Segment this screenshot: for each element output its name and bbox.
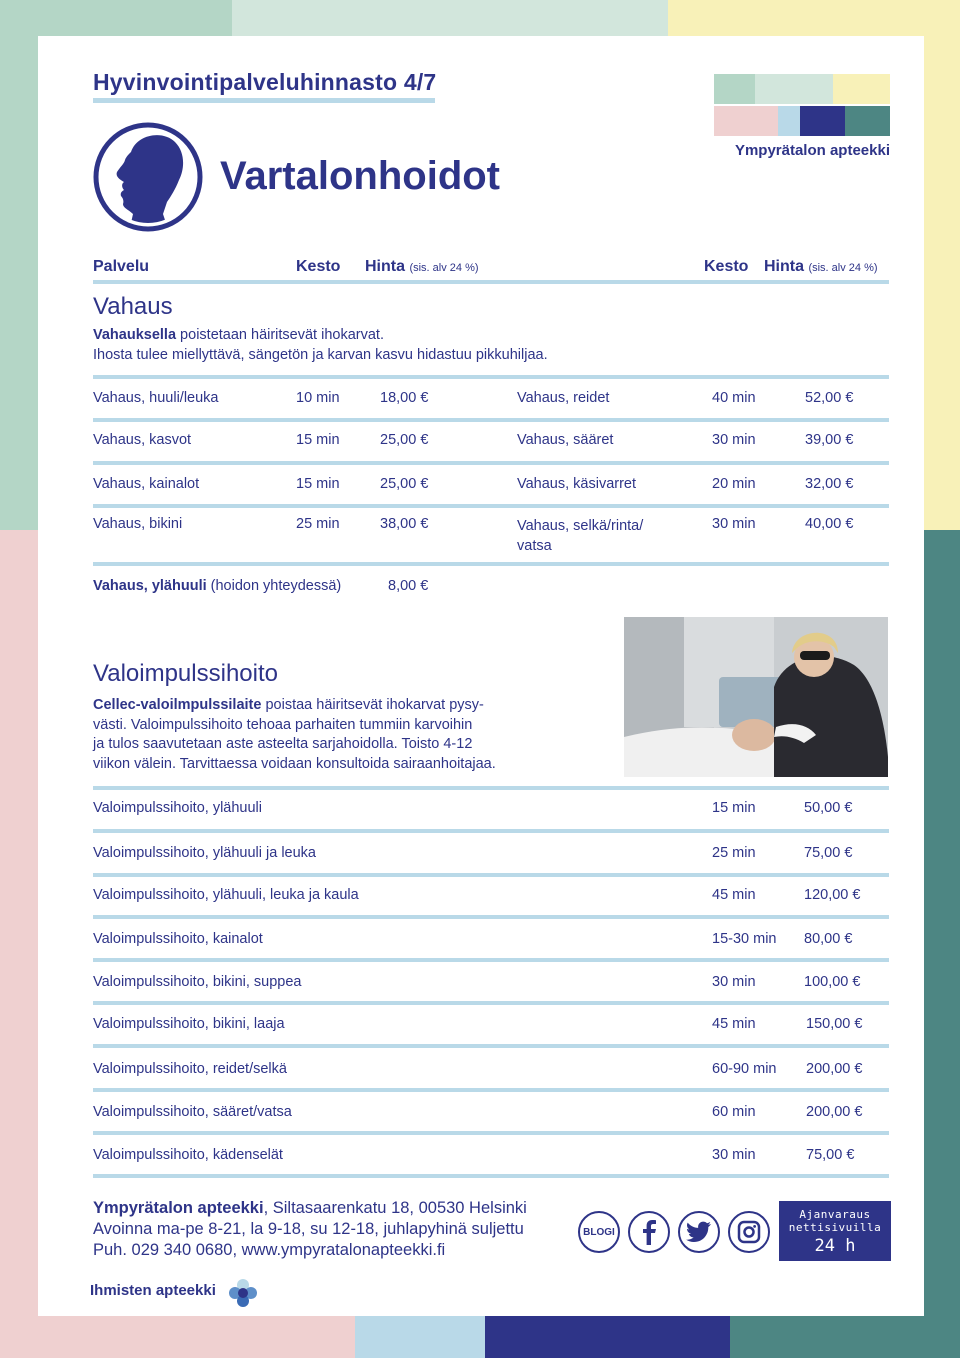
frame-teal-bottom-right [924,530,960,1358]
service-price: 8,00 € [388,578,429,594]
column-header-service: Palvelu [93,258,150,275]
facebook-icon[interactable] [628,1211,670,1253]
service-name: Vahaus, kainalot [93,476,200,492]
service-name: Vahaus, käsivarret [517,476,637,492]
frame-blue-bottom [355,1316,485,1358]
title-underline [93,98,435,103]
service-price: 80,00 € [804,931,853,947]
service-duration: 25 min [296,516,340,532]
column-header-price-left: Hinta (sis. alv 24 %) [365,258,479,275]
service-price: 75,00 € [806,1147,855,1163]
divider [93,1044,889,1048]
service-price: 150,00 € [806,1016,863,1032]
column-header-price-right: Hinta (sis. alv 24 %) [764,258,878,275]
booking-line-2: nettisivuilla [788,1221,882,1234]
service-price: 50,00 € [804,800,853,816]
brand-logo [714,74,890,136]
price-list-page [38,36,924,1316]
service-price: 40,00 € [805,516,854,532]
divider [93,375,889,379]
service-name: Vahaus, huuli/leuka [93,390,219,406]
service-price: 100,00 € [804,974,861,990]
divider [93,280,889,284]
service-price: 120,00 € [804,887,861,903]
cross-logo-icon [228,1278,258,1313]
slogan: Ihmisten apteekki [90,1282,216,1299]
service-name: Vahaus, reidet [517,390,610,406]
service-price: 18,00 € [380,390,429,406]
service-price: 25,00 € [380,432,429,448]
ipl-description: Cellec-valoilmpulssilaite poistaa häiritsevät ihokarvat pysy- västi. Valoimpulssihoito tehoaa parhaiten tummiin karvoihin ja tulos saavutetaan aste asteelta sarjahoidolla. Toisto 4-12 viikon välein. Tarvittaessa voidaan konsultoida sairaanhoitajaa. [93,697,496,772]
service-duration: 10 min [296,390,340,406]
divider [93,829,889,833]
service-name: Valoimpulssihoito, ylähuuli ja leuka [93,845,316,861]
booking-line-3: 24 h [814,1236,856,1256]
service-duration: 45 min [712,887,756,903]
section-title: Vartalonhoidot [220,154,500,198]
service-price: 25,00 € [380,476,429,492]
service-duration: 30 min [712,1147,756,1163]
service-duration: 15 min [296,476,340,492]
service-price: 200,00 € [806,1104,863,1120]
service-price: 39,00 € [805,432,854,448]
service-name: Valoimpulssihoito, kädenselät [93,1147,283,1163]
service-duration: 25 min [712,845,756,861]
divider [93,418,889,422]
service-duration: 15 min [296,432,340,448]
frame-pink-bottom [0,1316,355,1358]
service-name: Valoimpulssihoito, bikini, laaja [93,1016,285,1032]
service-name: Vahaus, kasvot [93,432,192,448]
booking-badge[interactable] [779,1201,891,1261]
divider [93,873,889,877]
blog-label: BLOGI [583,1226,615,1238]
frame-pink-bottom-left [0,530,38,1358]
booking-line-1: Ajanvaraus [799,1208,871,1221]
service-price: 32,00 € [805,476,854,492]
service-name: Valoimpulssihoito, kainalot [93,931,263,947]
divider [93,1174,889,1178]
divider [93,461,889,465]
service-extra: Vahaus, ylähuuli (hoidon yhteydessä) [93,578,342,594]
service-duration: 60-90 min [712,1061,777,1077]
divider [93,958,889,962]
frame-teal-bottom [730,1316,960,1358]
page-title: Hyvinvointipalveluhinnasto 4/7 [93,69,437,95]
service-name: Vahaus, sääret [517,432,614,448]
head-silhouette-icon [93,122,203,232]
divider [93,562,889,566]
twitter-icon[interactable] [678,1211,720,1253]
service-name: Valoimpulssihoito, reidet/selkä [93,1061,287,1077]
service-duration: 30 min [712,516,756,532]
service-name: Valoimpulssihoito, ylähuuli, leuka ja kaula [93,887,359,903]
service-name: Valoimpulssihoito, sääret/vatsa [93,1104,292,1120]
service-duration: 30 min [712,432,756,448]
service-duration: 15-30 min [712,931,777,947]
divider [93,786,889,790]
column-header-duration-right: Kesto [704,258,749,275]
service-name: Vahaus, bikini [93,516,183,532]
frame-navy-bottom [485,1316,730,1358]
divider [93,1001,889,1005]
service-price: 38,00 € [380,516,429,532]
service-duration: 30 min [712,974,756,990]
waxing-title: Vahaus [93,293,173,320]
service-duration: 15 min [712,800,756,816]
waxing-description: Vahauksella poistetaan häiritsevät ihokarvat. Ihosta tulee miellyttävä, sängetön ja karvan kasvu hidastuu pikkuhiljaa. [93,327,548,363]
blog-icon[interactable] [578,1211,620,1253]
service-duration: 60 min [712,1104,756,1120]
brand-name: Ympyrätalon apteekki [734,142,890,159]
service-price: 52,00 € [805,390,854,406]
instagram-icon[interactable] [728,1211,770,1253]
ipl-title: Valoimpulssihoito [93,660,278,687]
column-header-duration-left: Kesto [296,258,341,275]
service-duration: 40 min [712,390,756,406]
treatment-photo [624,617,888,777]
service-duration: 45 min [712,1016,756,1032]
service-price: 200,00 € [806,1061,863,1077]
divider [93,915,889,919]
frame-mint-top [232,0,668,36]
service-duration: 20 min [712,476,756,492]
service-price: 75,00 € [804,845,853,861]
service-name: Valoimpulssihoito, bikini, suppea [93,974,302,990]
divider [93,1131,889,1135]
service-name: Vahaus, selkä/rinta/ vatsa [517,518,644,554]
footer-contact: Ympyrätalon apteekki, Siltasaarenkatu 18, 00530 Helsinki Avoinna ma-pe 8-21, la 9-18, su 12-18, juhlapyhinä suljettu Puh. 029 340 0680, www.ympyratalonapteekki.fi [93,1199,527,1259]
service-name: Valoimpulssihoito, ylähuuli [93,800,262,816]
divider [93,1088,889,1092]
divider [93,504,889,508]
